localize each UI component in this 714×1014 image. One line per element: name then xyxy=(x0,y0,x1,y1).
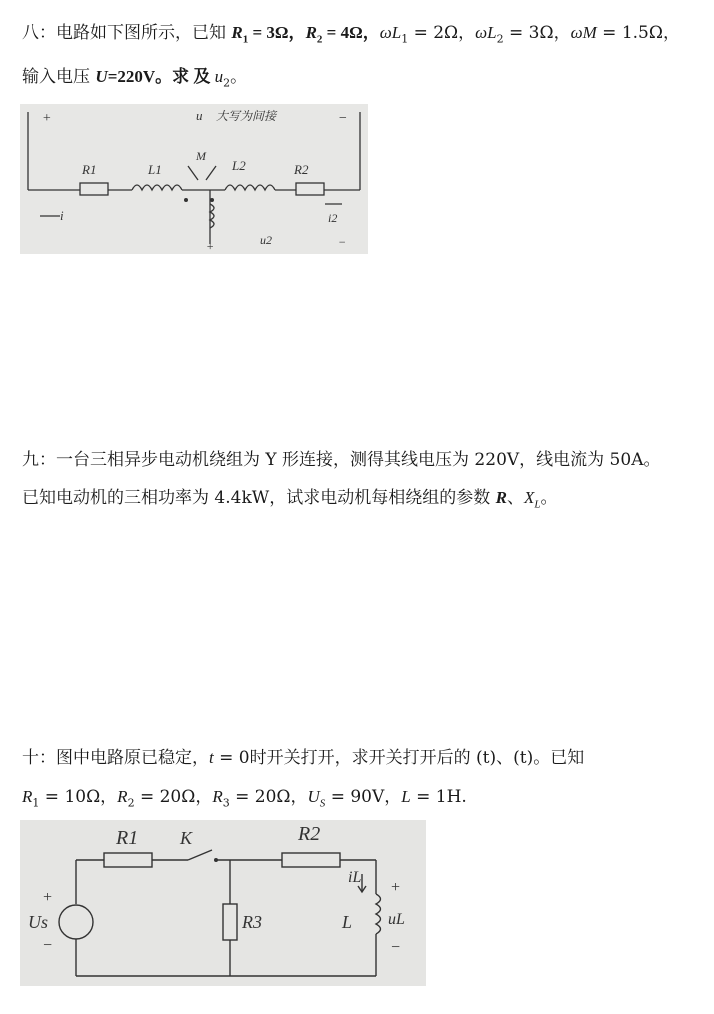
l1-label: L1 xyxy=(148,162,162,177)
us-label: Us xyxy=(28,912,49,932)
m-label: M xyxy=(196,149,206,163)
l2-label: L2 xyxy=(232,158,246,173)
minus-label: − xyxy=(338,111,348,126)
ul-label: uL xyxy=(388,911,405,928)
r3-label: R3 xyxy=(242,912,262,932)
dot-mark xyxy=(184,198,188,202)
q8-intro: 八：电路如下图所示，已知 xyxy=(22,23,232,43)
r1-label: R1 xyxy=(116,827,139,849)
q9-line2: 已知电动机的三相功率为 4.4kW，试求电动机每相绕组的参数 R、$X_L$。 xyxy=(22,488,558,511)
svg-text:+: + xyxy=(390,879,401,896)
svg-text:−: − xyxy=(42,937,53,954)
plus-label: + xyxy=(42,111,52,126)
q10-line1: 十：图中电路原已稳定，t = 0时开关打开，求开关打开后的 (t)、(t)。已知 xyxy=(22,748,585,768)
q8-line1: 八：电路如下图所示，已知 $R_1 = 3\Omega$，$R_2 = 4\Omega$，$\omega L_1 = 2\Omega$，$\omega L_2 = 3\Omega$，ωM = 1.5Ω， xyxy=(22,23,680,46)
r1-label: R1 xyxy=(82,162,97,177)
svg-text:−: − xyxy=(338,235,347,249)
svg-text:+: + xyxy=(206,239,215,253)
q10-line2: $R_1 = 10\Omega$，$R_2 = 20\Omega$，$R_3 = 20\Omega$，$U_S = 90V$，L = 1H. xyxy=(22,787,467,810)
q8-circuit-figure xyxy=(20,104,368,254)
q8-line2: 输入电压 U=220V。求 及 $u_2$。 xyxy=(22,67,248,90)
switch-contact xyxy=(214,858,218,862)
q10-circuit-figure xyxy=(20,820,426,986)
r2-label: R2 xyxy=(298,823,321,845)
handwritten-note: 大写为间接 xyxy=(216,109,277,123)
u-label: u xyxy=(196,108,203,123)
q9-line1: 九：一台三相异步电动机绕组为 Y 形连接，测得其线电压为 220V，线电流为 50A。 xyxy=(22,450,661,470)
svg-text:+: + xyxy=(42,889,53,906)
k-switch-label: K xyxy=(180,828,193,848)
il-label: iL xyxy=(348,869,362,886)
r2-label: R2 xyxy=(294,162,309,177)
i-label: i xyxy=(60,208,64,223)
svg-text:−: − xyxy=(390,939,401,956)
u2-label: u2 xyxy=(260,233,272,247)
i2-label: i2 xyxy=(328,211,338,225)
l-label: L xyxy=(342,912,353,932)
